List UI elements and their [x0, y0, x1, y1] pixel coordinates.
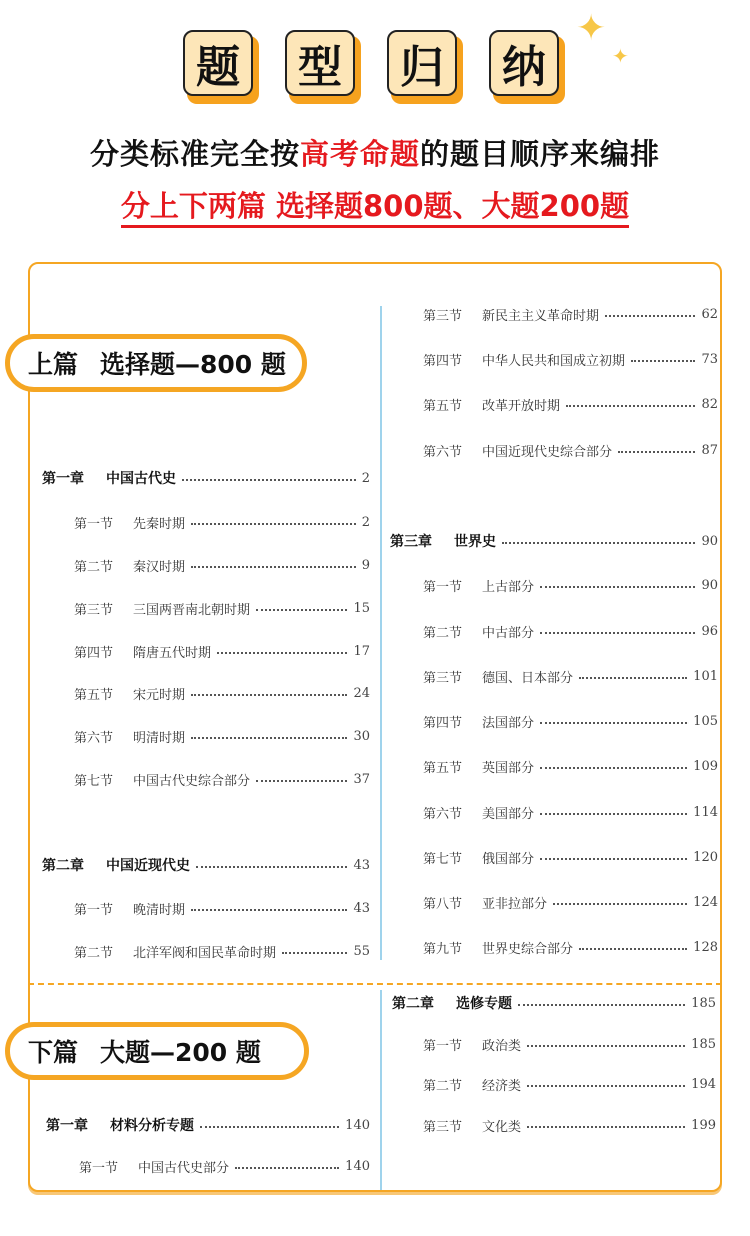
- toc-number: 第六节: [74, 730, 114, 746]
- toc-leader: [282, 952, 347, 954]
- toc-section-row: [423, 1074, 716, 1094]
- toc-section-row: [423, 892, 718, 912]
- toc-section-row: [423, 349, 718, 369]
- toc-section-row: [423, 304, 718, 324]
- toc-number: 第六节: [423, 444, 463, 460]
- toc-leader: [540, 632, 695, 634]
- toc-chapter-row: [42, 855, 370, 875]
- toc-number: 第八节: [423, 896, 463, 912]
- toc-leader: [217, 652, 347, 654]
- toc-leader: [182, 479, 356, 481]
- sparkle-icon: ✦: [612, 44, 629, 68]
- toc-leader: [200, 1126, 339, 1128]
- toc-page: 87: [701, 442, 718, 458]
- toc-number: 第一节: [79, 1160, 119, 1176]
- toc-section-row: [74, 726, 370, 746]
- toc-leader: [527, 1085, 685, 1087]
- toc-leader: [191, 694, 347, 696]
- toc-leader: [235, 1167, 339, 1169]
- toc-number: 第二章: [392, 996, 434, 1012]
- toc-number: 第二章: [42, 858, 84, 874]
- subtitle-line-2: 分上下两篇 选择题800题、大题200题: [0, 184, 750, 225]
- toc-title: 秦汉时期: [133, 559, 186, 575]
- toc-page: 90: [701, 533, 718, 549]
- toc-title: 亚非拉部分: [482, 896, 548, 912]
- toc-leader: [579, 948, 687, 950]
- subtitle-line-1: 分类标准完全按高考命题的题目顺序来编排: [89, 137, 661, 171]
- toc-page: 194: [691, 1076, 716, 1092]
- toc-section-row: [74, 941, 370, 961]
- toc-page: 55: [353, 943, 370, 959]
- toc-title: 明清时期: [133, 730, 186, 746]
- toc-leader: [553, 903, 687, 905]
- toc-number: 第三节: [74, 602, 114, 618]
- toc-number: 第五节: [423, 760, 463, 776]
- toc-title: 隋唐五代时期: [133, 645, 212, 661]
- toc-leader: [502, 542, 695, 544]
- toc-title: 政治类: [482, 1038, 522, 1054]
- toc-page: 43: [353, 857, 370, 873]
- toc-section-row: [74, 769, 370, 789]
- toc-number: 第七节: [74, 773, 114, 789]
- toc-title: 三国两晋南北朝时期: [133, 602, 251, 618]
- toc-number: 第七节: [423, 851, 463, 867]
- title-tile-char: 型: [285, 30, 355, 96]
- toc-section-row: [79, 1156, 370, 1176]
- toc-page: 185: [691, 1036, 716, 1052]
- toc-number: 第四节: [423, 715, 463, 731]
- toc-number: 第一节: [74, 902, 114, 918]
- toc-section-row: [423, 621, 718, 641]
- title-tile-char: 归: [387, 30, 457, 96]
- toc-section-row: [423, 756, 718, 776]
- toc-number: 第一节: [423, 1038, 463, 1054]
- toc-section-row: [423, 394, 718, 414]
- toc-number: 第二节: [74, 559, 114, 575]
- toc-leader: [540, 722, 687, 724]
- toc-leader: [618, 451, 695, 453]
- toc-number: 第六节: [423, 806, 463, 822]
- upper-section-label: 上篇 选择题—800 题: [5, 334, 307, 392]
- toc-title: 英国部分: [482, 760, 535, 776]
- toc-number: 第三节: [423, 670, 463, 686]
- toc-leader: [191, 909, 347, 911]
- toc-page: 30: [353, 728, 370, 744]
- toc-title: 经济类: [482, 1078, 522, 1094]
- toc-title: 新民主主义革命时期: [482, 308, 600, 324]
- toc-leader: [527, 1126, 685, 1128]
- toc-leader: [540, 767, 687, 769]
- toc-page: 15: [353, 600, 370, 616]
- toc-title: 俄国部分: [482, 851, 535, 867]
- toc-title: 德国、日本部分: [482, 670, 574, 686]
- toc-number: 第三节: [423, 1119, 463, 1135]
- toc-title: 上古部分: [482, 579, 535, 595]
- toc-title: 美国部分: [482, 806, 535, 822]
- toc-title: 中国古代史综合部分: [133, 773, 251, 789]
- toc-section-row: [423, 1034, 716, 1054]
- toc-page: 185: [691, 995, 716, 1011]
- title-tile: [183, 30, 261, 104]
- toc-page: 199: [691, 1117, 716, 1133]
- title-tile: [285, 30, 363, 104]
- toc-section-row: [423, 575, 718, 595]
- toc-section-row: [423, 802, 718, 822]
- toc-number: 第二节: [423, 625, 463, 641]
- toc-title: 中古部分: [482, 625, 535, 641]
- toc-title: 中国古代史部分: [138, 1160, 230, 1176]
- toc-page: 2: [361, 514, 370, 530]
- toc-number: 第二节: [74, 945, 114, 961]
- toc-page: 114: [693, 804, 718, 820]
- toc-section-row: [423, 440, 718, 460]
- toc-section-row: [423, 847, 718, 867]
- column-divider: [380, 306, 382, 960]
- toc-section-row: [74, 555, 370, 575]
- toc-leader: [518, 1004, 685, 1006]
- toc-leader: [256, 780, 347, 782]
- toc-section-row: [423, 666, 718, 686]
- toc-page: 43: [353, 900, 370, 916]
- toc-page: 9: [361, 557, 370, 573]
- section-divider: [28, 983, 722, 985]
- toc-page: 17: [353, 643, 370, 659]
- toc-title: 中国古代史: [106, 471, 176, 487]
- toc-page: 124: [693, 894, 718, 910]
- toc-section-row: [423, 1115, 716, 1135]
- toc-title: 选修专题: [456, 996, 512, 1012]
- toc-chapter-row: [392, 993, 716, 1013]
- toc-page: 37: [353, 771, 370, 787]
- toc-page: 120: [693, 849, 718, 865]
- toc-page: 2: [361, 470, 370, 486]
- toc-chapter-row: [42, 468, 370, 488]
- toc-page: 140: [345, 1117, 370, 1133]
- toc-title: 中国近现代史综合部分: [482, 444, 613, 460]
- toc-leader: [527, 1045, 685, 1047]
- toc-title: 文化类: [482, 1119, 522, 1135]
- toc-number: 第二节: [423, 1078, 463, 1094]
- toc-title: 北洋军阀和国民革命时期: [133, 945, 277, 961]
- toc-page: 82: [701, 396, 718, 412]
- toc-page: 105: [693, 713, 718, 729]
- toc-leader: [540, 858, 687, 860]
- toc-chapter-row: [46, 1115, 370, 1135]
- title-tile: [489, 30, 567, 104]
- toc-section-row: [423, 937, 718, 957]
- toc-title: 世界史: [454, 534, 496, 550]
- toc-chapter-row: [390, 531, 718, 551]
- toc-page: 140: [345, 1158, 370, 1174]
- toc-number: 第一章: [42, 471, 84, 487]
- toc-number: 第三节: [423, 308, 463, 324]
- toc-title: 世界史综合部分: [482, 941, 574, 957]
- toc-section-row: [74, 598, 370, 618]
- toc-page: 128: [693, 939, 718, 955]
- toc-leader: [540, 586, 695, 588]
- toc-section-row: [423, 711, 718, 731]
- toc-page: 96: [701, 623, 718, 639]
- sparkle-icon: ✦: [576, 8, 607, 49]
- toc-section-row: [74, 512, 370, 532]
- toc-leader: [191, 566, 356, 568]
- toc-number: 第九节: [423, 941, 463, 957]
- lower-section-label: 下篇 大题—200 题: [5, 1022, 309, 1080]
- column-divider: [380, 990, 382, 1190]
- toc-section-row: [74, 898, 370, 918]
- toc-leader: [196, 866, 347, 868]
- toc-leader: [191, 523, 356, 525]
- toc-number: 第四节: [423, 353, 463, 369]
- toc-title: 先秦时期: [133, 516, 186, 532]
- toc-page: 62: [701, 306, 718, 322]
- toc-number: 第五节: [423, 398, 463, 414]
- toc-number: 第四节: [74, 645, 114, 661]
- toc-leader: [605, 315, 695, 317]
- toc-title: 改革开放时期: [482, 398, 561, 414]
- toc-title: 材料分析专题: [110, 1118, 194, 1134]
- toc-number: 第一章: [46, 1118, 88, 1134]
- toc-page: 73: [701, 351, 718, 367]
- toc-section-row: [74, 683, 370, 703]
- toc-leader: [631, 360, 695, 362]
- toc-page: 90: [701, 577, 718, 593]
- toc-leader: [579, 677, 687, 679]
- toc-leader: [540, 813, 687, 815]
- toc-page: 24: [353, 685, 370, 701]
- toc-title: 晚清时期: [133, 902, 186, 918]
- toc-number: 第一节: [423, 579, 463, 595]
- toc-leader: [191, 737, 347, 739]
- title-tile-char: 纳: [489, 30, 559, 96]
- toc-number: 第一节: [74, 516, 114, 532]
- toc-leader: [566, 405, 695, 407]
- toc-leader: [256, 609, 347, 611]
- title-tiles: [183, 30, 568, 110]
- title-tile: [387, 30, 465, 104]
- toc-section-row: [74, 641, 370, 661]
- toc-number: 第三章: [390, 534, 432, 550]
- toc-page: 109: [693, 758, 718, 774]
- toc-title: 中华人民共和国成立初期: [482, 353, 626, 369]
- toc-number: 第五节: [74, 687, 114, 703]
- toc-title: 中国近现代史: [106, 858, 190, 874]
- title-tile-char: 题: [183, 30, 253, 96]
- toc-title: 宋元时期: [133, 687, 186, 703]
- toc-page: 101: [693, 668, 718, 684]
- toc-title: 法国部分: [482, 715, 535, 731]
